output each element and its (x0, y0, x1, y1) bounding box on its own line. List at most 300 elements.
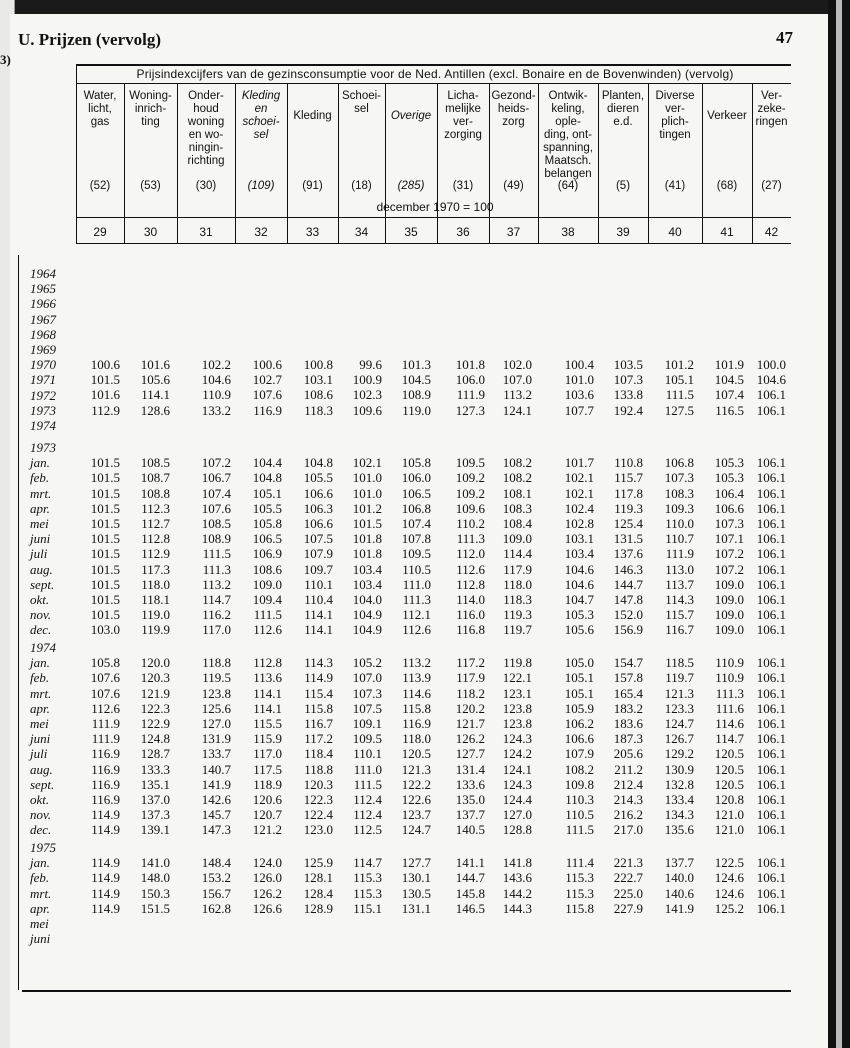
table-cell: 117.2 (304, 731, 333, 747)
table-cell: 108.3 (502, 500, 532, 516)
year-label: 1969 (30, 342, 56, 357)
table-cell: 116.2 (202, 607, 231, 623)
year-label: 1967 (30, 311, 56, 327)
table-cell: 114.1 (304, 607, 333, 623)
table-cell: 105.8 (401, 455, 431, 471)
table-cell: 133.2 (201, 402, 231, 418)
table-cell: 121.9 (140, 685, 170, 701)
table-cell: 150.3 (140, 885, 170, 901)
table-cell: 119.7 (665, 670, 694, 686)
column-header (385, 86, 437, 146)
column-header (124, 90, 177, 170)
table-cell: 110.7 (665, 531, 694, 547)
table-cell: 152.0 (613, 607, 643, 623)
column-header-text (543, 90, 593, 181)
table-cell: 128.4 (303, 885, 333, 901)
table-cell: 123.0 (303, 822, 333, 838)
table-cell: 124.0 (252, 855, 282, 871)
table-cell: 211.2 (614, 761, 643, 777)
table-cell: 144.3 (502, 900, 532, 916)
table-cell: 101.5 (90, 576, 120, 592)
column-header-line: zorg (502, 116, 525, 128)
table-cell: 130.1 (401, 870, 431, 886)
table-cell: 100.6 (90, 357, 120, 372)
table-cell: 107.3 (613, 372, 643, 388)
table-cell: 100.6 (252, 357, 282, 372)
table-cell: 145.7 (201, 807, 231, 823)
table-cell: 148.4 (201, 855, 231, 871)
table-cell: 100.4 (564, 357, 594, 372)
table-cell: 112.5 (353, 822, 382, 838)
table-cell: 109.1 (352, 716, 382, 731)
column-number: 34 (354, 225, 369, 239)
table-cell: 109.8 (564, 776, 594, 792)
year-label: 1970 (30, 357, 56, 373)
table-cell: 102.4 (564, 500, 594, 516)
column-header-text (129, 90, 172, 129)
table-cell: 101.2 (352, 500, 382, 516)
column-header-text (491, 90, 535, 129)
table-cell: 111.5 (665, 387, 694, 403)
table-cell: 110.4 (304, 592, 333, 607)
table-cell: 107.1 (714, 531, 744, 547)
table-cell: 106.5 (401, 485, 431, 501)
table-cell: 105.9 (564, 700, 594, 716)
table-cell: 102.3 (352, 387, 382, 403)
table-cell: 131.5 (613, 531, 643, 547)
month-label: jan. (30, 855, 50, 871)
table-cell: 106.2 (564, 716, 594, 731)
column-header (702, 86, 752, 146)
table-cell: 125.2 (714, 900, 744, 916)
table-cell: 112.8 (141, 531, 170, 547)
month-label: jan. (30, 455, 50, 471)
table-cell: 112.4 (353, 792, 382, 807)
column-header-line: ding, ont- (544, 129, 592, 141)
column-header (437, 90, 489, 170)
table-cell: 102.8 (564, 516, 594, 531)
table-cell: 122.2 (401, 776, 431, 792)
table-cell: 116.5 (715, 402, 744, 418)
table-cell: 122.4 (303, 807, 333, 823)
column-header (287, 86, 338, 146)
table-cell: 122.5 (714, 855, 744, 871)
table-cell: 107.2 (714, 561, 744, 577)
table-cell: 110.1 (304, 576, 333, 592)
column-number: 30 (143, 225, 158, 239)
table-cell: 141.0 (140, 855, 170, 871)
column-header-line: en (254, 103, 268, 115)
table-cell: 115.8 (304, 700, 333, 716)
table-cell: 111.5 (202, 546, 231, 562)
table-cell: 99.6 (359, 357, 382, 372)
table-cell: 145.8 (455, 885, 485, 901)
month-label: juni (30, 931, 51, 947)
table-cell: 103.5 (613, 357, 643, 372)
table-cell: 111.3 (715, 685, 744, 701)
column-weight: (68) (716, 180, 738, 192)
table-cell: 137.7 (664, 855, 694, 871)
table-cell: 111.5 (565, 822, 594, 838)
table-cell: 112.6 (402, 622, 431, 638)
column-number: 35 (404, 225, 418, 239)
table-cell: 117.5 (253, 761, 282, 777)
table-cell: 114.9 (91, 885, 120, 901)
table-cell: 108.9 (201, 531, 231, 547)
table-cell: 101.5 (90, 372, 120, 388)
table-cell: 122.3 (303, 792, 333, 807)
table-cell: 106.1 (756, 655, 786, 671)
column-header-line: ople- (555, 116, 581, 128)
year-label: 1968 (30, 326, 56, 342)
table-cell: 106.6 (303, 485, 333, 501)
column-header-line: schoei- (242, 116, 280, 128)
table-cell: 106.1 (756, 576, 786, 592)
column-header-line: sel (253, 129, 269, 141)
table-cell: 116.0 (456, 607, 485, 623)
month-label: juni (30, 731, 51, 747)
table-cell: 227.9 (613, 900, 643, 916)
table-cell: 106.1 (756, 402, 786, 418)
table-cell: 124.1 (502, 761, 532, 777)
table-cell: 104.0 (352, 592, 382, 607)
month-label: mei (30, 916, 49, 931)
table-cell: 110.5 (402, 561, 431, 577)
table-cell: 101.5 (90, 485, 120, 501)
month-label: feb. (30, 670, 50, 686)
table-cell: 131.4 (455, 761, 485, 777)
table-cell: 118.4 (304, 746, 333, 762)
month-label: aug. (30, 561, 53, 577)
table-cell: 101.2 (664, 357, 694, 372)
month-label: okt. (30, 592, 50, 607)
column-header-line: licht, (88, 103, 112, 115)
table-cell: 116.9 (91, 792, 120, 807)
table-cell: 108.5 (201, 516, 231, 531)
table-cell: 156.9 (613, 622, 643, 638)
table-cell: 105.6 (140, 372, 170, 388)
column-header-line: e.d. (613, 116, 633, 128)
table-cell: 110.2 (456, 516, 485, 531)
table-cell: 102.7 (252, 372, 282, 388)
table-cell: 125.4 (613, 516, 643, 531)
table-cell: 100.9 (352, 372, 382, 388)
column-header-text (756, 90, 788, 129)
table-cell: 115.4 (304, 685, 333, 701)
table-cell: 106.1 (756, 622, 786, 638)
table-cell: 104.8 (252, 470, 282, 486)
table-cell: 143.6 (502, 870, 532, 886)
column-weight: (30) (195, 180, 217, 192)
table-cell: 115.8 (565, 900, 594, 916)
column-weight: (49) (503, 180, 524, 192)
column-header (177, 90, 235, 170)
table-cell: 106.1 (756, 592, 786, 607)
table-cell: 141.1 (455, 855, 485, 871)
column-header-text (707, 110, 747, 123)
table-cell: 111.4 (565, 855, 594, 871)
table-bottom-rule (22, 990, 791, 992)
base-period-label: december 1970 = 100 (376, 200, 494, 214)
table-cell: 123.1 (502, 685, 532, 701)
column-header-line: keling, (551, 103, 585, 115)
table-cell: 104.6 (201, 372, 231, 388)
column-header-line: Woning- (129, 90, 172, 102)
table-cell: 142.6 (201, 792, 231, 807)
table-cell: 111.0 (353, 761, 382, 777)
table-cell: 126.7 (664, 731, 694, 747)
table-cell: 120.0 (140, 655, 170, 671)
table-cell: 111.9 (91, 716, 120, 731)
table-cell: 118.3 (503, 592, 532, 607)
table-cell: 111.9 (91, 731, 120, 747)
table-cell: 112.9 (91, 402, 120, 418)
column-header-line: Kleding (241, 90, 281, 102)
table-cell: 147.3 (201, 822, 231, 838)
table-cell: 120.3 (303, 776, 333, 792)
column-header-line: ting (141, 116, 160, 128)
table-cell: 117.0 (253, 746, 282, 762)
table-cell: 116.7 (665, 622, 694, 638)
table-cell: 106.1 (756, 885, 786, 901)
table-cell: 114.7 (715, 731, 744, 747)
column-header-line: ver- (453, 116, 473, 128)
table-cell: 106.1 (756, 761, 786, 777)
table-cell: 144.2 (502, 885, 532, 901)
table-cell: 118.1 (141, 592, 170, 607)
table-cell: 147.8 (613, 592, 643, 607)
table-cell: 104.4 (252, 455, 282, 471)
table-cell: 104.5 (401, 372, 431, 388)
column-header-line: ringen (755, 116, 788, 128)
table-cell: 127.0 (201, 716, 231, 731)
table-cell: 130.9 (664, 761, 694, 777)
table-cell: 106.1 (756, 700, 786, 716)
table-cell: 113.2 (503, 387, 532, 403)
table-cell: 109.0 (502, 531, 532, 547)
table-cell: 132.8 (664, 776, 694, 792)
table-cell: 105.2 (352, 655, 382, 671)
group-year-label: 1974 (30, 640, 56, 655)
column-header-line: melijke (445, 103, 481, 115)
table-cell: 112.6 (456, 561, 485, 577)
table-cell: 124.7 (664, 716, 694, 731)
month-label: apr. (30, 700, 50, 716)
table-cell: 101.0 (564, 372, 594, 388)
table-cell: 101.3 (401, 357, 431, 372)
table-cell: 106.1 (756, 776, 786, 792)
table-cell: 100.8 (303, 357, 333, 372)
table-cell: 109.2 (455, 485, 485, 501)
table-cell: 104.5 (714, 372, 744, 388)
year-label: 1964 (30, 266, 56, 281)
table-cell: 109.5 (401, 546, 431, 562)
table-cell: 107.3 (714, 516, 744, 531)
column-header-line: tingen (659, 129, 691, 141)
month-label: mrt. (30, 485, 52, 501)
table-cell: 104.8 (303, 455, 333, 471)
column-header-line: Ver- (760, 90, 783, 102)
column-header-line: ver- (665, 103, 685, 115)
table-cell: 101.5 (90, 516, 120, 531)
column-header-text (242, 90, 280, 142)
table-cell: 114.1 (253, 700, 282, 716)
table-cell: 105.6 (564, 622, 594, 638)
table-cell: 133.6 (455, 776, 485, 792)
table-cell: 111.6 (715, 700, 744, 716)
table-cell: 183.2 (613, 700, 643, 716)
table-cell: 108.9 (401, 387, 431, 403)
table-caption: Prijsindexcijfers van de gezinsconsumptie voor de Ned. Antillen (excl. Bonaire en de Bovenwinden) (vervolg) (136, 67, 734, 81)
table-cell: 123.8 (201, 685, 231, 701)
table-cell: 106.0 (455, 372, 485, 388)
table-cell: 115.3 (353, 870, 382, 886)
table-cell: 127.5 (664, 402, 694, 418)
column-weight: (41) (664, 180, 686, 192)
table-cell: 141.8 (502, 855, 532, 871)
table-cell: 140.0 (664, 870, 694, 886)
table-cell: 116.7 (304, 716, 333, 731)
table-cell: 108.6 (252, 561, 282, 577)
month-label: nov. (30, 807, 52, 823)
table-cell: 107.4 (401, 516, 431, 531)
table-cell: 114.1 (141, 387, 170, 403)
table-cell: 112.4 (353, 807, 382, 823)
table-cell: 113.9 (402, 670, 431, 686)
table-cell: 124.7 (401, 822, 431, 838)
table-cell: 105.5 (252, 500, 282, 516)
month-label: okt. (30, 792, 50, 807)
table-cell: 121.0 (714, 822, 744, 838)
table-cell: 122.6 (401, 792, 431, 807)
table-cell: 107.3 (352, 685, 382, 701)
table-cell: 119.7 (503, 622, 532, 638)
table-cell: 108.7 (140, 470, 170, 486)
table-cell: 112.0 (456, 546, 485, 562)
table-cell: 124.8 (140, 731, 170, 747)
table-cell: 106.1 (756, 807, 786, 823)
table-cell: 117.0 (202, 622, 231, 638)
column-header-line: Water, (83, 90, 117, 102)
table-cell: 118.2 (456, 685, 485, 701)
table-cell: 111.3 (402, 592, 431, 607)
table-cell: 114.9 (91, 870, 120, 886)
table-cell: 120.5 (714, 761, 744, 777)
table-cell: 217.0 (613, 822, 643, 838)
table-cell: 115.9 (253, 731, 282, 747)
column-header-line: zorging (444, 129, 482, 141)
table-cell: 162.8 (201, 900, 231, 916)
table-cell: 103.1 (564, 531, 594, 547)
column-header-text (342, 90, 381, 116)
table-cell: 101.9 (714, 357, 744, 372)
table-cell: 114.1 (253, 685, 282, 701)
table-cell: 101.5 (352, 516, 382, 531)
table-cell: 103.4 (352, 576, 382, 592)
table-cell: 120.6 (252, 792, 282, 807)
table-cell: 105.8 (90, 655, 120, 671)
month-label: nov. (30, 607, 52, 623)
table-cell: 113.2 (202, 576, 231, 592)
month-label: aug. (30, 761, 53, 777)
table-cell: 128.7 (140, 746, 170, 762)
table-cell: 107.5 (303, 531, 333, 547)
table-cell: 221.3 (613, 855, 643, 871)
table-cell: 106.1 (756, 670, 786, 686)
edge-mark: 3) (0, 52, 11, 67)
table-cell: 106.1 (756, 500, 786, 516)
caption-rule (76, 83, 791, 84)
column-header-line: dieren (607, 103, 639, 115)
table-cell: 116.9 (91, 776, 120, 792)
table-cell: 112.8 (456, 576, 485, 592)
table-cell: 109.7 (303, 561, 333, 577)
month-label: juni (30, 531, 51, 547)
table-cell: 205.6 (613, 746, 643, 762)
table-cell: 115.7 (665, 607, 694, 623)
table-cell: 118.0 (141, 576, 170, 592)
table-cell: 133.8 (613, 387, 643, 403)
table-cell: 128.8 (502, 822, 532, 838)
column-weight: (91) (302, 180, 323, 192)
table-cell: 115.8 (402, 700, 431, 716)
year-label: 1973 (30, 402, 56, 418)
column-number: 38 (561, 225, 575, 239)
table-cell: 106.6 (564, 731, 594, 747)
table-cell: 113.0 (665, 561, 694, 577)
table-cell: 114.1 (304, 622, 333, 638)
table-cell: 106.4 (714, 485, 744, 501)
column-header-line: woning (187, 116, 225, 128)
table-cell: 118.9 (253, 776, 282, 792)
table-cell: 127.0 (502, 807, 532, 823)
table-cell: 108.6 (303, 387, 333, 403)
column-header-text (293, 110, 331, 123)
table-cell: 118.3 (304, 402, 333, 418)
column-weight: (53) (140, 180, 161, 192)
table-cell: 118.8 (202, 655, 231, 671)
column-header (76, 90, 124, 170)
table-cell: 214.3 (613, 792, 643, 807)
table-cell: 101.5 (90, 546, 120, 562)
table-cell: 107.6 (201, 500, 231, 516)
table-cell: 107.2 (201, 455, 231, 471)
table-cell: 109.5 (352, 731, 382, 747)
table-cell: 106.3 (303, 500, 333, 516)
column-header-line: Licha- (447, 90, 479, 102)
table-cell: 115.3 (565, 870, 594, 886)
column-header-text (602, 90, 644, 129)
table-cell: 125.9 (303, 855, 333, 871)
year-label: 1965 (30, 281, 56, 297)
table-cell: 110.9 (202, 387, 231, 403)
table-cell: 120.5 (714, 746, 744, 762)
month-label: dec. (30, 622, 52, 638)
table-cell: 106.1 (756, 607, 786, 623)
table-cell: 106.6 (714, 500, 744, 516)
table-cell: 126.2 (252, 885, 282, 901)
column-header-text (187, 90, 224, 168)
column-header (752, 90, 791, 170)
column-weight: (31) (452, 180, 474, 192)
table-cell: 102.1 (564, 470, 594, 486)
table-cell: 126.2 (455, 731, 485, 747)
table-cell: 106.1 (756, 870, 786, 886)
column-number: 39 (616, 225, 630, 239)
table-cell: 109.2 (455, 470, 485, 486)
table-cell: 117.9 (456, 670, 485, 686)
table-cell: 108.3 (664, 485, 694, 501)
